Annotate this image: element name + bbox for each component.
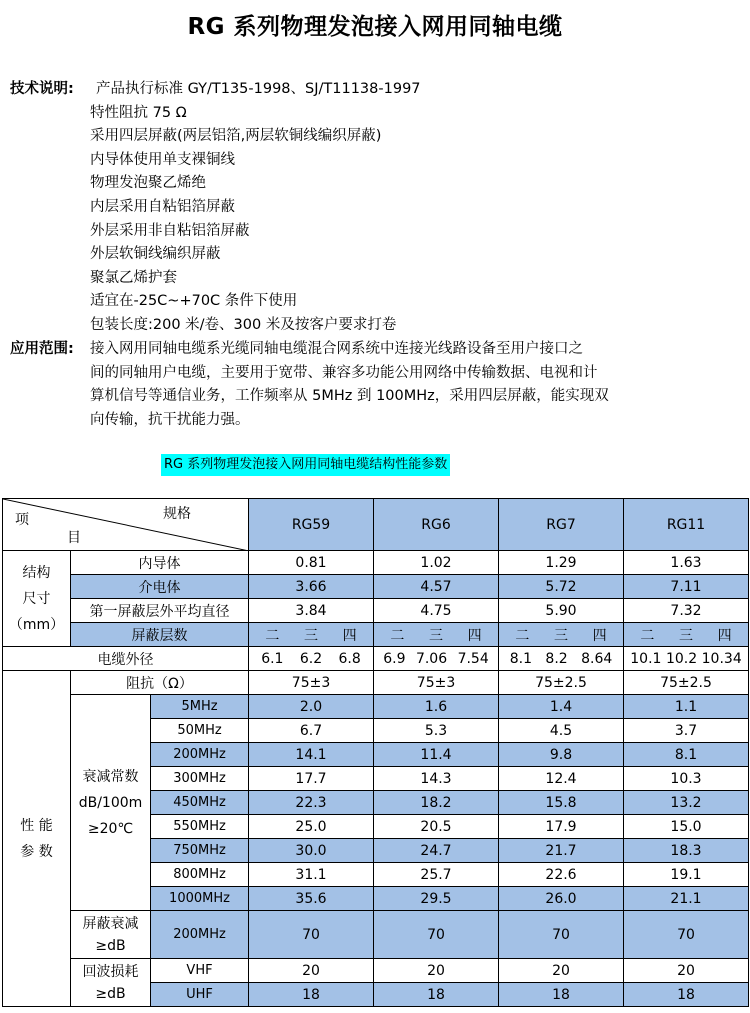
table-row bbox=[3, 695, 749, 719]
freq-label: 200MHz bbox=[151, 743, 249, 767]
cell-value: 29.5 bbox=[374, 887, 499, 911]
table-row bbox=[3, 575, 749, 599]
cell-value: 15.8 bbox=[499, 791, 624, 815]
cell-value: 17.9 bbox=[499, 815, 624, 839]
application-section bbox=[10, 338, 640, 432]
cell-value: 26.0 bbox=[499, 887, 624, 911]
row-label: 第一屏蔽层外平均直径 bbox=[71, 599, 249, 623]
cell-value: 1.4 bbox=[499, 695, 624, 719]
cell-value: 19.1 bbox=[624, 863, 749, 887]
attenuation-label: 衰减常数 dB/100m ≥20℃ bbox=[71, 695, 151, 911]
cell-value: 14.3 bbox=[374, 767, 499, 791]
cell-value: 35.6 bbox=[249, 887, 374, 911]
tech-spec-line: 产品执行标准 GY/T135-1998、SJ/T11138-1997 bbox=[96, 81, 421, 97]
cell-value: 24.7 bbox=[374, 839, 499, 863]
corner-spec-label: 规格 bbox=[163, 506, 191, 522]
table-row bbox=[3, 551, 749, 575]
freq-label: 750MHz bbox=[151, 839, 249, 863]
table-row bbox=[3, 647, 749, 671]
cell-value: 6.7 bbox=[249, 719, 374, 743]
tech-spec-line: 采用四层屏蔽(两层铝箔,两层软铜线编织屏蔽) bbox=[90, 128, 382, 145]
document-title: RG 系列物理发泡接入网用同轴电缆 bbox=[187, 14, 563, 40]
model-header: RG7 bbox=[499, 499, 624, 551]
cell-value: 22.3 bbox=[249, 791, 374, 815]
application-label: 应用范围: bbox=[10, 341, 74, 357]
cell-value: 四 bbox=[717, 627, 732, 644]
cell-value: 12.4 bbox=[499, 767, 624, 791]
cell-value: 1.1 bbox=[624, 695, 749, 719]
freq-label: 5MHz bbox=[151, 695, 249, 719]
table-row bbox=[3, 599, 749, 623]
cell-value: 21.1 bbox=[624, 887, 749, 911]
cell-value: 7.06 bbox=[415, 650, 448, 667]
table-row bbox=[3, 623, 749, 647]
cell-value: 70 bbox=[624, 911, 749, 959]
cell-value: 75±2.5 bbox=[624, 671, 749, 695]
cell-value: 二 bbox=[390, 627, 405, 644]
spec-table bbox=[2, 498, 749, 1007]
cell-value: 17.7 bbox=[249, 767, 374, 791]
cell-value: 3.7 bbox=[624, 719, 749, 743]
cell-value: 11.4 bbox=[374, 743, 499, 767]
cell-value: 18.3 bbox=[624, 839, 749, 863]
cell-value: 75±3 bbox=[249, 671, 374, 695]
cell-value: 4.57 bbox=[374, 575, 499, 599]
freq-label: 300MHz bbox=[151, 767, 249, 791]
cell-value: 25.0 bbox=[249, 815, 374, 839]
cell-value: 四 bbox=[467, 627, 482, 644]
model-header: RG6 bbox=[374, 499, 499, 551]
cell-value: 2.0 bbox=[249, 695, 374, 719]
cell-value: 18 bbox=[249, 983, 374, 1007]
diagonal-line bbox=[3, 499, 249, 551]
cell-value: 18 bbox=[624, 983, 749, 1007]
cell-value: 5.3 bbox=[374, 719, 499, 743]
corner-item-label: 目 bbox=[67, 530, 81, 546]
cell-value: 15.0 bbox=[624, 815, 749, 839]
table-corner-header bbox=[3, 499, 249, 551]
structure-group-label: 结构 尺寸 （mm） bbox=[3, 551, 71, 647]
tech-spec-line: 聚氯乙烯护套 bbox=[90, 269, 177, 286]
cell-value: 4.75 bbox=[374, 599, 499, 623]
freq-label: 1000MHz bbox=[151, 887, 249, 911]
table-row bbox=[3, 671, 749, 695]
model-header: RG11 bbox=[624, 499, 749, 551]
cell-value: 二 bbox=[515, 627, 530, 644]
tech-spec-section bbox=[10, 78, 421, 338]
tech-spec-line: 外层采用非自粘铝箔屏蔽 bbox=[90, 222, 250, 239]
cell-value: 1.6 bbox=[374, 695, 499, 719]
cell-value: 三 bbox=[554, 627, 568, 644]
freq-label: 200MHz bbox=[151, 911, 249, 959]
tech-spec-line: 包装长度:200 米/卷、300 米及按客户要求打卷 bbox=[90, 316, 397, 333]
cell-value: 8.1 bbox=[509, 650, 532, 667]
cell-value: 3.66 bbox=[249, 575, 374, 599]
cell-value: 3.84 bbox=[249, 599, 374, 623]
cell-value: 四 bbox=[592, 627, 607, 644]
cell-value: 10.34 bbox=[701, 650, 742, 667]
cell-value: 5.90 bbox=[499, 599, 624, 623]
cell-value: 0.81 bbox=[249, 551, 374, 575]
cell-value: 8.2 bbox=[545, 650, 568, 667]
cell-value: 75±2.5 bbox=[499, 671, 624, 695]
cell-value: 6.2 bbox=[299, 650, 323, 667]
cell-value: 7.54 bbox=[457, 650, 489, 667]
freq-label: 800MHz bbox=[151, 863, 249, 887]
performance-group-label: 性 能 参 数 bbox=[3, 671, 71, 1007]
freq-label: UHF bbox=[151, 983, 249, 1007]
cell-value: 5.72 bbox=[499, 575, 624, 599]
tech-spec-line: 物理发泡聚乙烯绝 bbox=[90, 175, 206, 192]
cell-value: 1.02 bbox=[374, 551, 499, 575]
cell-value: 18 bbox=[374, 983, 499, 1007]
cell-value: 四 bbox=[342, 627, 357, 644]
row-label: 介电体 bbox=[71, 575, 249, 599]
cell-value: 70 bbox=[249, 911, 374, 959]
cell-value: 14.1 bbox=[249, 743, 374, 767]
cell-value: 30.0 bbox=[249, 839, 374, 863]
tech-spec-label: 技术说明: bbox=[10, 81, 74, 97]
row-label: 电缆外径 bbox=[3, 647, 249, 671]
application-line: 接入网用同轴电缆系光缆同轴电缆混合网系统中连接光线路设备至用户接口之 bbox=[90, 341, 583, 357]
application-line: 间的同轴用户电缆，主要用于宽带、兼容多功能公用网络中传输数据、电视和计 bbox=[90, 364, 598, 381]
cell-value: 21.7 bbox=[499, 839, 624, 863]
row-label: 屏蔽层数 bbox=[71, 623, 249, 647]
model-header: RG59 bbox=[249, 499, 374, 551]
table-header-row bbox=[3, 499, 749, 551]
cell-value: 7.11 bbox=[624, 575, 749, 599]
table-row bbox=[3, 959, 749, 983]
return-loss-label: 回波损耗 ≥dB bbox=[71, 959, 151, 1007]
table-title: RG 系列物理发泡接入网用同轴电缆结构性能参数 bbox=[161, 454, 450, 476]
cell-value: 4.5 bbox=[499, 719, 624, 743]
cell-value: 20 bbox=[499, 959, 624, 983]
cell-value: 7.32 bbox=[624, 599, 749, 623]
tech-spec-line: 适宜在-25C~+70C 条件下使用 bbox=[90, 293, 298, 310]
cell-value: 25.7 bbox=[374, 863, 499, 887]
shield-attenuation-label: 屏蔽衰减 ≥dB bbox=[71, 911, 151, 959]
cell-value: 18.2 bbox=[374, 791, 499, 815]
cell-value: 70 bbox=[499, 911, 624, 959]
cell-value: 75±3 bbox=[374, 671, 499, 695]
cell-value: 22.6 bbox=[499, 863, 624, 887]
row-label: 内导体 bbox=[71, 551, 249, 575]
application-line: 向传输，抗干扰能力强。 bbox=[90, 411, 250, 428]
tech-spec-line: 内层采用自粘铝箔屏蔽 bbox=[90, 198, 235, 215]
cell-value: 二 bbox=[640, 627, 655, 644]
cell-value: 13.2 bbox=[624, 791, 749, 815]
application-line: 算机信号等通信业务，工作频率从 5MHz 到 100MHz，采用四层屏蔽，能实现双 bbox=[90, 388, 609, 405]
table-row bbox=[3, 911, 749, 959]
corner-item-label: 项 bbox=[15, 512, 29, 528]
cell-value: 31.1 bbox=[249, 863, 374, 887]
cell-value: 18 bbox=[499, 983, 624, 1007]
cell-value: 6.9 bbox=[383, 650, 406, 667]
cell-value: 6.8 bbox=[338, 650, 361, 667]
cell-value: 二 bbox=[265, 627, 280, 644]
freq-label: 550MHz bbox=[151, 815, 249, 839]
cell-value: 三 bbox=[679, 627, 693, 644]
freq-label: 50MHz bbox=[151, 719, 249, 743]
cell-value: 20 bbox=[374, 959, 499, 983]
row-label: 阻抗（Ω） bbox=[71, 671, 249, 695]
cell-value: 20 bbox=[624, 959, 749, 983]
cell-value: 6.1 bbox=[261, 650, 284, 667]
tech-spec-line: 外层软铜线编织屏蔽 bbox=[90, 246, 221, 263]
tech-spec-line: 内导体使用单支裸铜线 bbox=[90, 151, 235, 168]
cell-value: 8.64 bbox=[581, 650, 613, 667]
cell-value: 三 bbox=[304, 627, 318, 644]
cell-value: 1.29 bbox=[499, 551, 624, 575]
cell-value: 8.1 bbox=[624, 743, 749, 767]
cell-value: 10.2 bbox=[665, 650, 698, 667]
cell-value: 10.3 bbox=[624, 767, 749, 791]
cell-value: 20.5 bbox=[374, 815, 499, 839]
tech-spec-line: 特性阻抗 75 Ω bbox=[90, 104, 187, 121]
freq-label: VHF bbox=[151, 959, 249, 983]
cell-value: 三 bbox=[429, 627, 443, 644]
cell-value: 1.63 bbox=[624, 551, 749, 575]
cell-value: 20 bbox=[249, 959, 374, 983]
cell-value: 10.1 bbox=[630, 650, 662, 667]
freq-label: 450MHz bbox=[151, 791, 249, 815]
cell-value: 70 bbox=[374, 911, 499, 959]
cell-value: 9.8 bbox=[499, 743, 624, 767]
